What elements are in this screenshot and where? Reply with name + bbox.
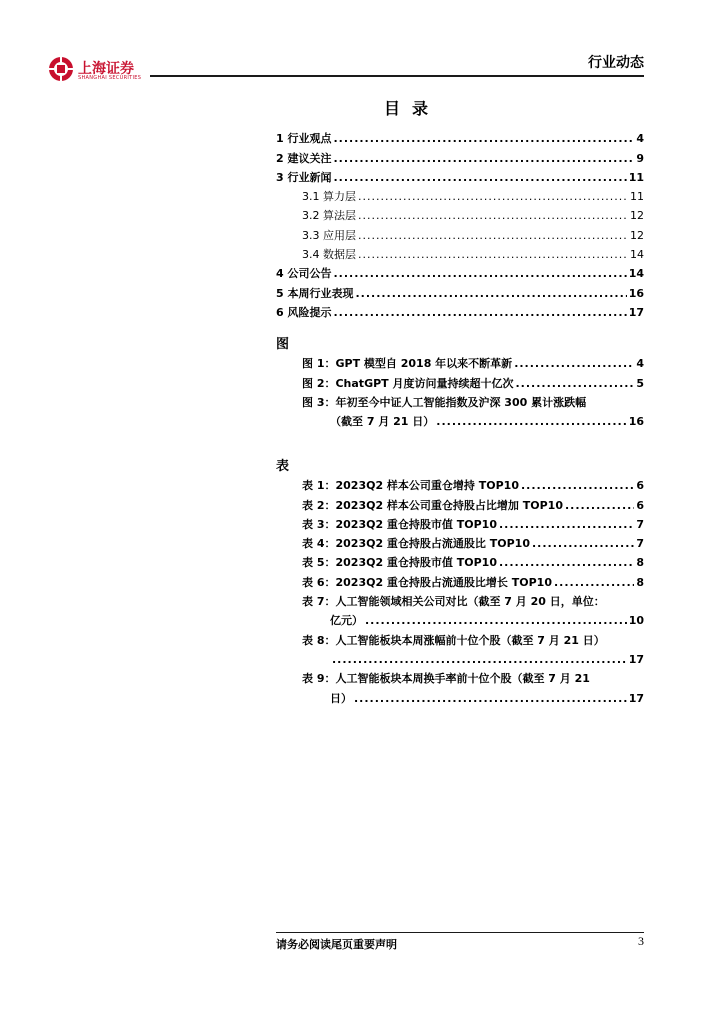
toc-entry[interactable]	[276, 166, 644, 185]
toc-entry-label: 3.4 数据层	[302, 248, 356, 262]
table-entry-label: 表 2：2023Q2 样本公司重仓持股占比增加 TOP10	[302, 498, 563, 512]
toc-entry-label: 1 行业观点	[276, 132, 332, 146]
footer-divider	[276, 932, 644, 933]
table-entry-page: 7	[636, 517, 644, 531]
leader-dots	[358, 209, 628, 223]
table-entry[interactable]	[276, 667, 644, 686]
header-divider	[150, 75, 644, 77]
figure-entry-label: 图 3：年初至今中证人工智能指数及沪深 300 累计涨跌幅	[302, 395, 587, 409]
leader-dots	[365, 614, 627, 628]
leader-dots	[554, 576, 634, 590]
table-entry-page: 8	[636, 575, 644, 589]
toc-entry-page: 12	[630, 228, 644, 242]
toc-entry-page: 11	[630, 190, 644, 204]
table-entry-page: 17	[628, 652, 644, 666]
toc-entry-label: 6 风险提示	[276, 305, 332, 319]
figure-entry-page: 4	[636, 357, 644, 371]
leader-dots	[436, 415, 626, 429]
leader-dots	[332, 653, 627, 667]
leader-dots	[358, 190, 628, 204]
table-entry-page: 17	[628, 691, 644, 705]
table-entry[interactable]	[276, 532, 644, 551]
leader-dots	[333, 171, 626, 185]
toc-entry-page: 9	[636, 151, 644, 165]
leader-dots	[532, 537, 634, 551]
table-entry-continuation[interactable]	[276, 686, 644, 705]
leader-dots	[358, 229, 628, 243]
leader-dots	[333, 152, 634, 166]
toc-entry-page: 14	[630, 248, 644, 262]
company-logo	[48, 56, 148, 84]
leader-dots	[521, 479, 634, 493]
toc-entry[interactable]	[276, 262, 644, 281]
table-entry-label-continued: 亿元）	[330, 614, 363, 628]
toc-subentry[interactable]	[276, 204, 644, 223]
figure-entry[interactable]	[276, 352, 644, 371]
table-entry-page: 8	[636, 556, 644, 570]
table-entry[interactable]	[276, 513, 644, 532]
toc-entry-label: 2 建议关注	[276, 151, 332, 165]
table-entry-page: 7	[636, 537, 644, 551]
toc-entry[interactable]	[276, 301, 644, 320]
table-entry[interactable]	[276, 493, 644, 512]
figure-entry-label-continued: （截至 7 月 21 日）	[330, 415, 435, 429]
toc-entry-label: 4 公司公告	[276, 267, 332, 281]
logo-chinese-name: 上海证券	[78, 61, 134, 77]
leader-dots	[358, 248, 628, 262]
leader-dots	[514, 357, 634, 371]
table-entry[interactable]	[276, 570, 644, 589]
leader-dots	[333, 132, 634, 146]
table-entry-label: 表 7：人工智能领域相关公司对比（截至 7 月 20 日，单位：	[302, 595, 605, 609]
figure-entry-label: 图 1：GPT 模型自 2018 年以来不断革新	[302, 357, 513, 371]
table-entry-label: 表 3：2023Q2 重仓持股市值 TOP10	[302, 517, 497, 531]
table-entry[interactable]	[276, 628, 644, 647]
leader-dots	[565, 499, 634, 513]
leader-dots	[355, 287, 626, 301]
toc-entry-page: 17	[628, 305, 644, 319]
toc-entry-page: 16	[628, 286, 644, 300]
toc-subentry[interactable]	[276, 223, 644, 242]
figure-entry[interactable]	[276, 371, 644, 390]
table-entry-label: 表 9：人工智能板块本周换手率前十位个股（截至 7 月 21	[302, 672, 590, 686]
figure-entry-page: 5	[636, 376, 644, 390]
toc-entry[interactable]	[276, 127, 644, 146]
table-entry-label: 表 8：人工智能板块本周涨幅前十位个股（截至 7 月 21 日）	[302, 633, 605, 647]
toc-entry-page: 14	[628, 267, 644, 281]
toc-entry-page: 11	[628, 170, 644, 184]
table-entry-page: 6	[636, 479, 644, 493]
toc-subentry[interactable]	[276, 185, 644, 204]
table-entry-label-continued: 日）	[330, 691, 352, 705]
leader-dots	[333, 306, 626, 320]
toc-title: 目录	[383, 99, 440, 118]
figure-list	[276, 352, 644, 429]
table-entry-page: 6	[636, 498, 644, 512]
figures-heading: 图	[276, 337, 290, 352]
toc-entry-label: 3.1 算力层	[302, 190, 356, 204]
toc-entry-label: 3 行业新闻	[276, 170, 332, 184]
toc-list	[276, 127, 644, 320]
logo-english-name: SHANGHAI SECURITIES	[78, 75, 142, 81]
toc-entry-page: 12	[630, 209, 644, 223]
logo-mark-icon	[48, 56, 74, 82]
table-entry-label: 表 1：2023Q2 样本公司重仓增持 TOP10	[302, 479, 519, 493]
table-entry[interactable]	[276, 590, 644, 609]
figure-entry-page: 16	[628, 415, 644, 429]
leader-dots	[499, 556, 634, 570]
page-number: 3	[638, 934, 644, 948]
toc-entry[interactable]	[276, 281, 644, 300]
footer-disclaimer: 请务必阅读尾页重要声明	[276, 938, 397, 951]
leader-dots	[354, 692, 627, 706]
table-entry-label: 表 5：2023Q2 重仓持股市值 TOP10	[302, 556, 497, 570]
tables-heading: 表	[276, 459, 290, 474]
toc-entry[interactable]	[276, 146, 644, 165]
figure-entry-continuation[interactable]	[276, 410, 644, 429]
table-list	[276, 474, 644, 706]
document-type: 行业动态	[588, 55, 644, 71]
toc-entry-label: 5 本周行业表现	[276, 286, 354, 300]
table-entry-label: 表 4：2023Q2 重仓持股占流通股比 TOP10	[302, 537, 530, 551]
toc-subentry[interactable]	[276, 243, 644, 262]
leader-dots	[333, 267, 626, 281]
figure-entry[interactable]	[276, 391, 644, 410]
figure-entry-label: 图 2：ChatGPT 月度访问量持续超十亿次	[302, 376, 514, 390]
toc-entry-label: 3.2 算法层	[302, 209, 356, 223]
table-entry-continuation[interactable]	[276, 609, 644, 628]
table-entry-continuation[interactable]	[276, 648, 644, 667]
toc-entry-page: 4	[636, 132, 644, 146]
leader-dots	[516, 377, 635, 391]
table-entry-label: 表 6：2023Q2 重仓持股占流通股比增长 TOP10	[302, 575, 552, 589]
table-entry-page: 10	[628, 614, 644, 628]
leader-dots	[499, 518, 634, 532]
table-entry[interactable]	[276, 551, 644, 570]
table-entry[interactable]	[276, 474, 644, 493]
toc-entry-label: 3.3 应用层	[302, 228, 356, 242]
